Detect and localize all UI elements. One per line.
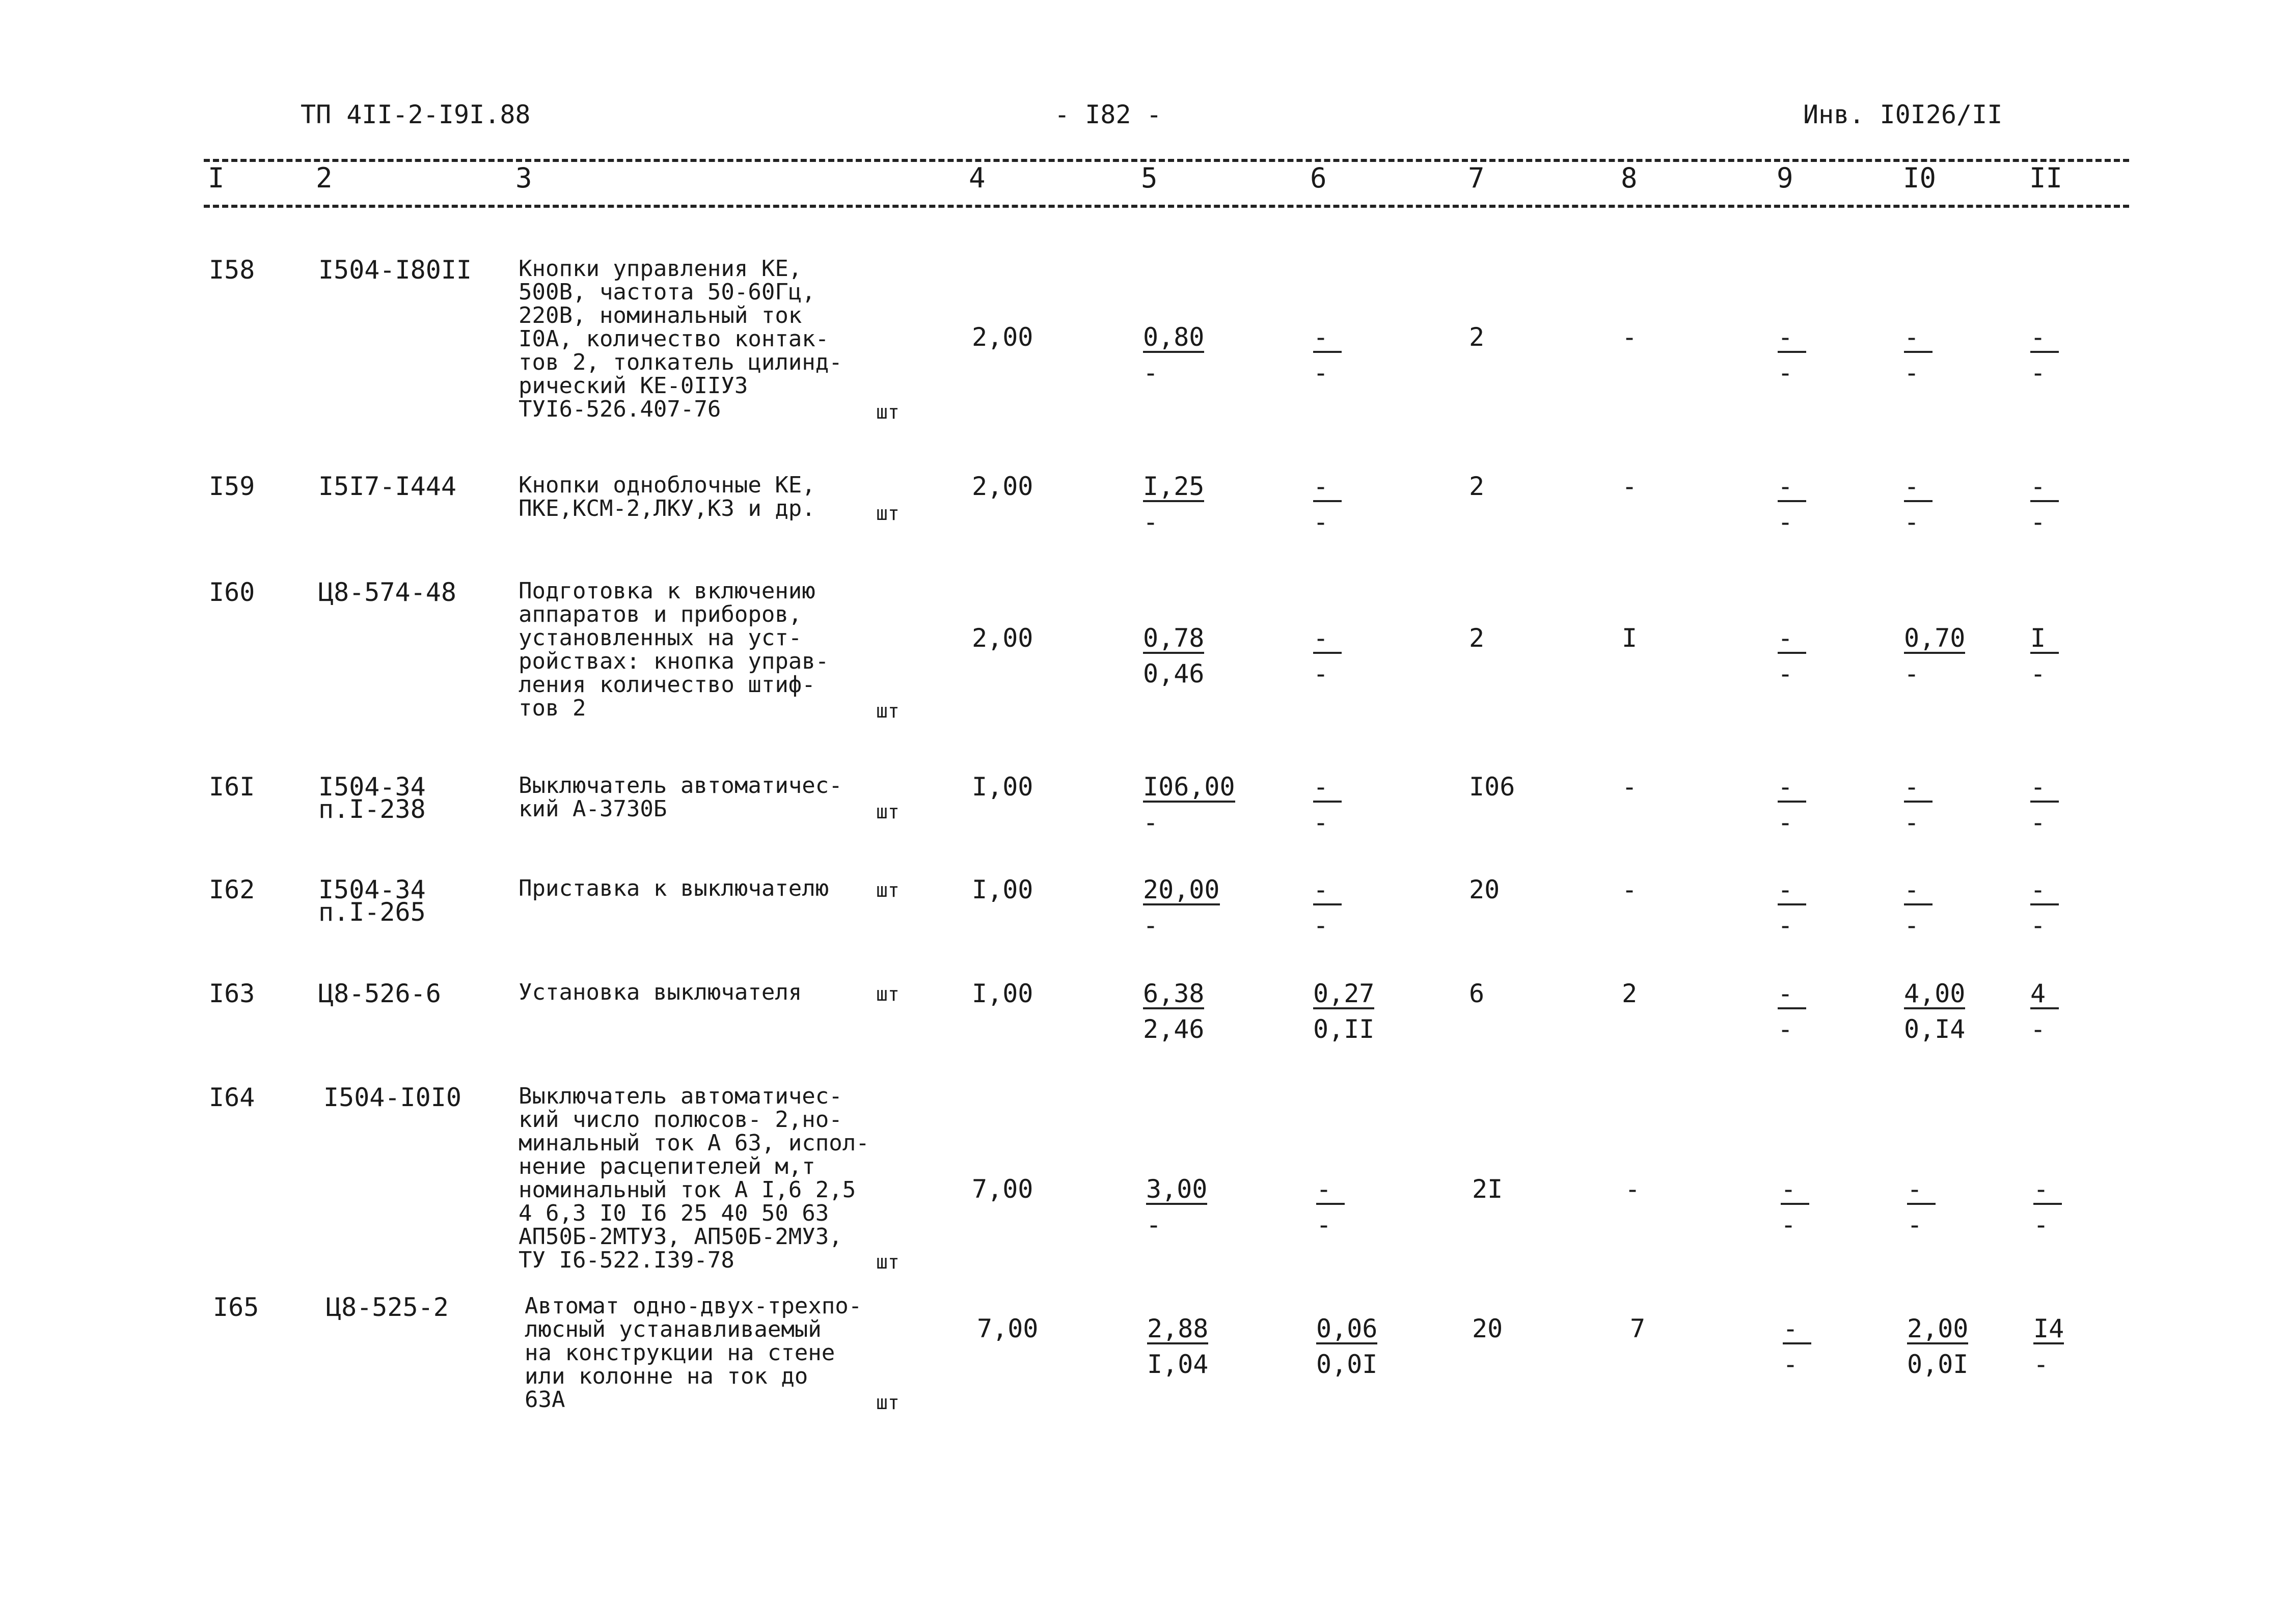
norm-code: Ц8-574-48	[318, 577, 456, 607]
col9-value: - -	[1781, 1176, 1809, 1237]
table-header-rule	[204, 205, 2129, 208]
col7-value: 6	[1469, 979, 1485, 1008]
col9-value: - -	[1778, 774, 1806, 835]
item-description: Выключатель автоматичес- кий число полюсов- 2,но- минальный ток А 63, испол- нение расцепителей м,т номинальный ток А I,6 2,5 4 6,3 I0 I6 25 40 50 63 АП50Б-2МТУЗ, АП50Б-2МУЗ, ТУ I6-522.I39-78	[519, 1083, 869, 1273]
col8-value: I	[1622, 623, 1638, 653]
page-number: - I82 -	[1054, 100, 1162, 129]
col7-value: 2	[1469, 472, 1485, 501]
row-number: I58	[209, 255, 255, 285]
unit-label: шт	[876, 700, 900, 722]
col6-value: - -	[1313, 877, 1342, 938]
column-number-11: II	[2029, 162, 2063, 194]
col5-value: 0,80 -	[1143, 322, 1205, 388]
row-number: I62	[209, 875, 255, 904]
col7-value: I06	[1469, 772, 1515, 802]
norm-code-paragraph: п.I-238	[318, 794, 426, 824]
col11-value: - -	[2030, 474, 2059, 535]
col10-value: - -	[1904, 474, 1933, 535]
col10-value: $\frac{4,00}{0,I4}$	[1904, 979, 1966, 1044]
norm-code: Ц8-526-6	[318, 979, 441, 1008]
col11-value: - -	[2030, 324, 2059, 386]
col10-value: $\frac{2,00}{0,0I}$	[1907, 1314, 1969, 1379]
quantity: 2,00	[972, 472, 1033, 501]
col8-value: -	[1625, 1174, 1641, 1204]
col10-value: - -	[1904, 774, 1933, 835]
row-number: I65	[213, 1292, 259, 1322]
column-number-2: 2	[316, 162, 333, 194]
item-description: Кнопки одноблочные КЕ, ПКЕ,КСМ-2,ЛКУ,КЗ и др.	[519, 472, 815, 521]
quantity: 2,00	[972, 322, 1033, 352]
col5-value: $\frac{6,38}{2,46}$	[1143, 979, 1205, 1044]
document-code: ТП 4II-2-I9I.88	[301, 100, 531, 129]
quantity: 7,00	[972, 1174, 1033, 1204]
col6-value: - -	[1313, 324, 1342, 386]
col5-value: 3,00 -	[1146, 1174, 1208, 1240]
quantity: I,00	[972, 772, 1033, 802]
table-top-rule	[204, 159, 2129, 162]
column-number-3: 3	[515, 162, 532, 194]
column-number-9: 9	[1777, 162, 1793, 194]
col5-value: $\frac{0,78}{0,46}$	[1143, 623, 1205, 689]
col10-value: - -	[1907, 1176, 1936, 1237]
col9-value: - -	[1783, 1316, 1811, 1377]
column-number-6: 6	[1310, 162, 1327, 194]
column-number-10: I0	[1903, 162, 1937, 194]
col11-value: - -	[2030, 877, 2059, 938]
col7-value: 2	[1469, 322, 1485, 352]
col7-value: 20	[1469, 875, 1500, 904]
col11-value: 4 -	[2030, 981, 2059, 1042]
col8-value: -	[1622, 875, 1638, 904]
unit-label: шт	[876, 983, 900, 1005]
column-number-1: I	[208, 162, 225, 194]
col6-value: - -	[1316, 1176, 1345, 1237]
column-number-4: 4	[969, 162, 986, 194]
item-description: Установка выключателя	[519, 979, 802, 1005]
col5-value: I06,00 -	[1143, 772, 1235, 837]
norm-code-paragraph: п.I-265	[318, 897, 426, 927]
col9-value: - -	[1778, 981, 1806, 1042]
column-number-8: 8	[1621, 162, 1638, 194]
norm-code: I5I7-I444	[318, 472, 456, 501]
row-number: I63	[209, 979, 255, 1008]
col9-value: - -	[1778, 877, 1806, 938]
col10-value: 0,70 -	[1904, 623, 1966, 689]
row-number: I64	[209, 1083, 255, 1112]
row-number: I59	[209, 472, 255, 501]
col9-value: - -	[1778, 324, 1806, 386]
quantity: I,00	[972, 979, 1033, 1008]
row-number: I60	[209, 577, 255, 607]
col6-value: $\frac{0,06}{0,0I}$	[1316, 1314, 1378, 1379]
col8-value: -	[1622, 472, 1638, 501]
item-description: Подготовка к включению аппаратов и приборов, установленных на уст- ройствах: кнопка управ- ления количество штиф- тов 2	[519, 578, 829, 721]
norm-code: Ц8-525-2	[326, 1292, 449, 1322]
quantity: 2,00	[972, 623, 1033, 653]
col8-value: 2	[1622, 979, 1638, 1008]
row-number: I6I	[209, 772, 255, 802]
col9-value: - -	[1778, 474, 1806, 535]
column-number-7: 7	[1468, 162, 1485, 194]
norm-code: I504-I80II	[318, 255, 472, 285]
item-description: Кнопки управления КЕ, 500В, частота 50-60Гц, 220В, номинальный ток I0А, количество контак- тов 2, толкатель цилинд- рический КЕ-0IIУЗ ТУI6-526.407-76	[519, 256, 842, 422]
norm-code: I504-I0I0	[323, 1083, 461, 1112]
item-description: Автомат одно-двух-трехпо- люсный устанавливаемый на конструкции на стене или колонне на ток до 63А	[525, 1293, 862, 1413]
col5-value: $\frac{2,88}{I,04}$	[1147, 1314, 1209, 1379]
col7-value: 2	[1469, 623, 1485, 653]
col8-value: 7	[1630, 1314, 1646, 1343]
norm-code: I504-34	[318, 772, 426, 802]
unit-label: шт	[876, 1391, 900, 1414]
col11-value: - -	[2033, 1176, 2062, 1237]
col7-value: 20	[1472, 1314, 1503, 1343]
col6-value: - -	[1313, 774, 1342, 835]
col11-value: I4 -	[2033, 1314, 2064, 1379]
col7-value: 2I	[1472, 1174, 1503, 1204]
col5-value: I,25 -	[1143, 472, 1205, 537]
column-number-5: 5	[1141, 162, 1158, 194]
inventory-number: Инв. I0I26/II	[1803, 100, 2003, 129]
col6-value: - -	[1313, 625, 1342, 686]
col11-value: I -	[2030, 625, 2059, 686]
item-description: Выключатель автоматичес- кий А-3730Б	[519, 773, 842, 822]
unit-label: шт	[876, 502, 900, 525]
unit-label: шт	[876, 1251, 900, 1273]
quantity: 7,00	[977, 1314, 1039, 1343]
item-description: Приставка к выключателю	[519, 875, 829, 901]
col10-value: - -	[1904, 877, 1933, 938]
unit-label: шт	[876, 879, 900, 901]
col6-value: $\frac{0,27}{0,II}$	[1313, 979, 1375, 1044]
col6-value: - -	[1313, 474, 1342, 535]
norm-code: I504-34	[318, 875, 426, 904]
col11-value: - -	[2030, 774, 2059, 835]
col8-value: -	[1622, 322, 1638, 352]
unit-label: шт	[876, 401, 900, 423]
col9-value: - -	[1778, 625, 1806, 686]
col10-value: - -	[1904, 324, 1933, 386]
col8-value: -	[1622, 772, 1638, 802]
unit-label: шт	[876, 801, 900, 823]
quantity: I,00	[972, 875, 1033, 904]
col5-value: 20,00 -	[1143, 875, 1220, 940]
